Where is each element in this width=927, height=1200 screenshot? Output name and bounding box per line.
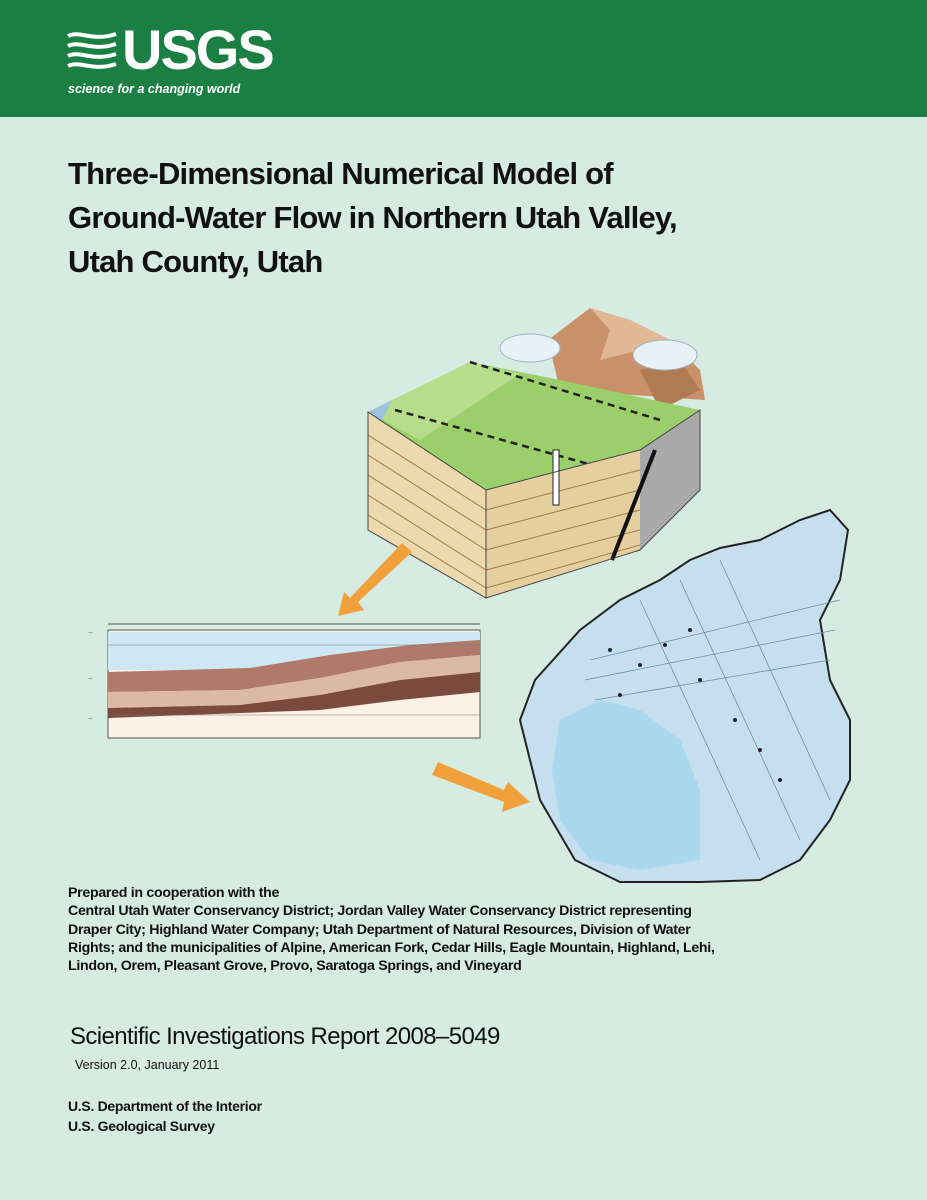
cover-illustration [0, 300, 927, 890]
title-line: Three-Dimensional Numerical Model of [68, 156, 613, 191]
agency-block [68, 1096, 262, 1136]
report-title [68, 152, 868, 284]
usgs-tagline: science for a changing world [68, 82, 241, 96]
title-line: Utah County, Utah [68, 244, 323, 279]
cooperation-line: Draper City; Highland Water Company; Utah Department of Natural Resources, Division of Water [68, 921, 691, 938]
title-line: Ground-Water Flow in Northern Utah Valley, [68, 200, 677, 235]
block-diagram-illustration [368, 308, 705, 598]
usgs-logo[interactable] [66, 18, 296, 104]
report-series: Scientific Investigations Report 2008–5049 [70, 1023, 500, 1050]
svg-text:—: — [88, 630, 93, 636]
svg-text:—: — [88, 676, 93, 682]
svg-text:—: — [88, 716, 93, 722]
usgs-wave-mark-icon [66, 28, 118, 76]
cooperation-line: Rights; and the municipalities of Alpine, American Fork, Cedar Hills, Eagle Mountain, Highland, Lehi, [68, 939, 715, 956]
department-name: U.S. Department of the Interior [68, 1098, 262, 1114]
cooperation-line: Lindon, Orem, Pleasant Grove, Provo, Saratoga Springs, and Vineyard [68, 958, 522, 975]
usgs-header-bar [0, 0, 927, 117]
report-version: Version 2.0, January 2011 [75, 1058, 220, 1072]
cooperation-statement [68, 884, 868, 975]
usgs-logo-text: USGS [122, 18, 273, 81]
cooperation-line: Central Utah Water Conservancy District; Jordan Valley Water Conservancy District representing [68, 903, 692, 920]
cooperation-line: Prepared in cooperation with the [68, 885, 280, 901]
arrow-icon [338, 543, 412, 616]
survey-name: U.S. Geological Survey [68, 1118, 215, 1134]
arrow-icon [432, 762, 530, 812]
cross-section-illustration [88, 624, 480, 738]
